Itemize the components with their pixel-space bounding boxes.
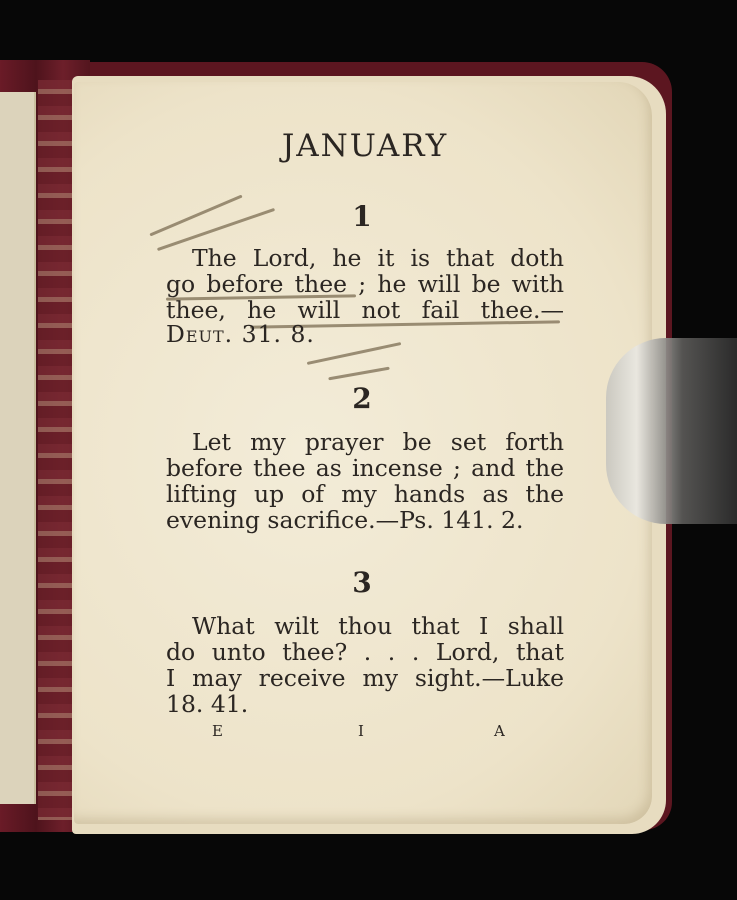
verse-line: lifting up of my hands as the xyxy=(166,480,564,508)
day-number: 2 xyxy=(352,382,372,415)
verse-reference: 18. 41. xyxy=(166,690,249,718)
verse-line: go before thee ; he will be with xyxy=(166,270,564,298)
page-weight-clip xyxy=(606,338,737,524)
verse-line: I may receive my sight.—Luke xyxy=(166,664,564,692)
verse-reference: Deut. 31. 8. xyxy=(166,320,315,348)
verse-line: evening sacrifice.—Ps. 141. 2. xyxy=(166,506,524,534)
verse-line: thee, he will not fail thee.— xyxy=(166,296,564,324)
day-number: 1 xyxy=(352,200,372,233)
signature-mark: E xyxy=(212,722,224,740)
signature-mark: A xyxy=(494,722,506,740)
verse-line: The Lord, he it is that doth xyxy=(192,244,564,272)
verse-line: before thee as incense ; and the xyxy=(166,454,564,482)
verse-line: do unto thee? . . . Lord, that xyxy=(166,638,564,666)
facing-page-edge xyxy=(0,92,36,804)
verse-line: What wilt thou that I shall xyxy=(192,612,564,640)
signature-mark: I xyxy=(358,722,365,740)
verse-line: Let my prayer be set forth xyxy=(192,428,564,456)
day-number: 3 xyxy=(352,566,372,599)
page-title: JANUARY xyxy=(281,128,449,164)
spine-binding xyxy=(38,80,76,820)
